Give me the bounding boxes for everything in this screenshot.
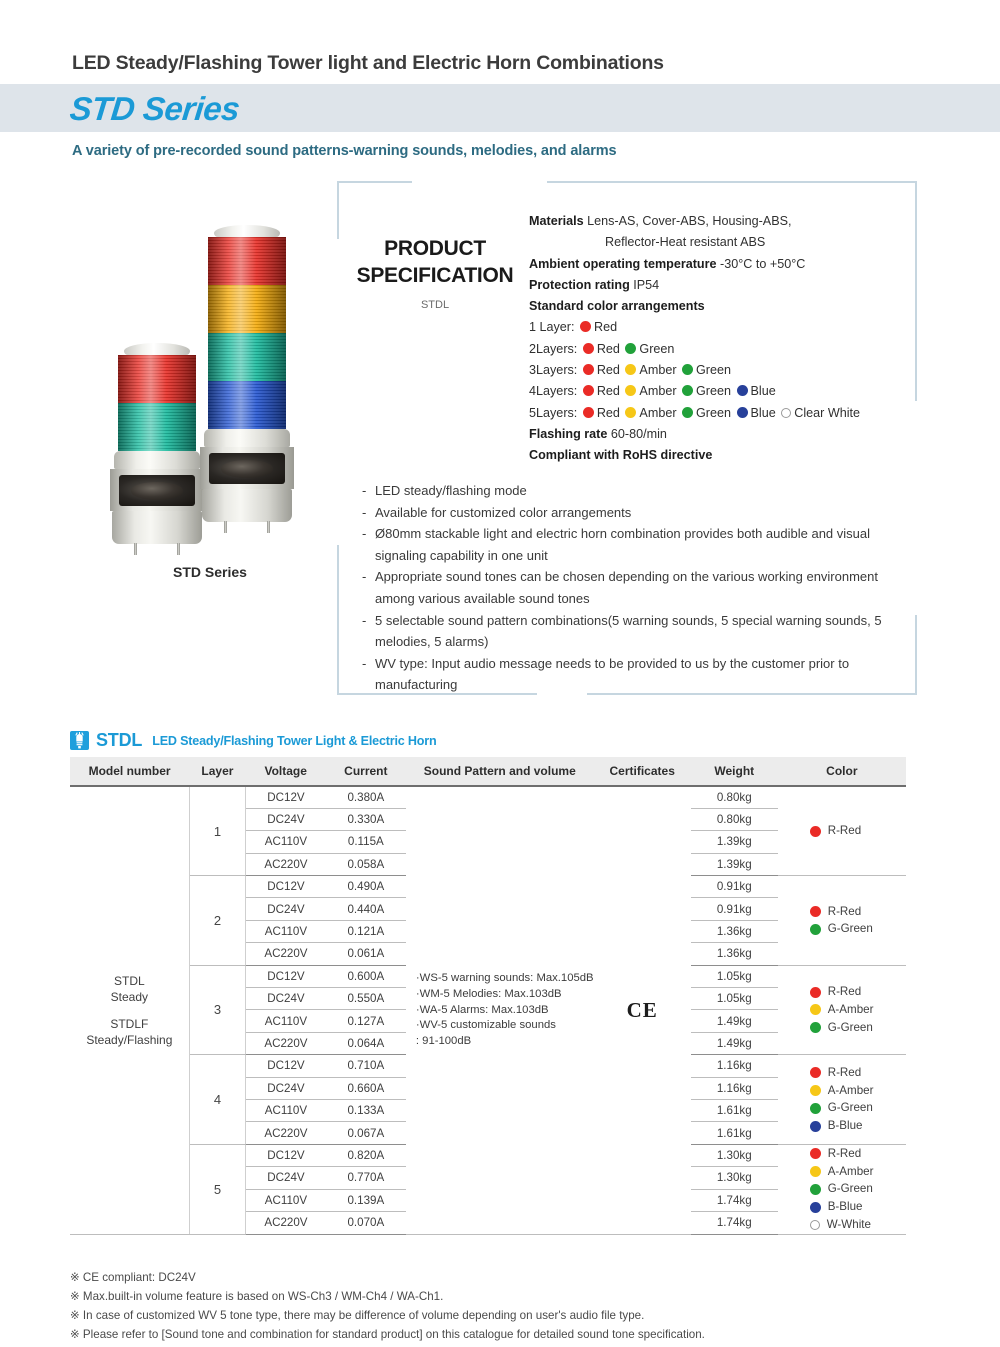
th-color: Color [778, 757, 906, 786]
tower-light-2-layer [118, 343, 196, 544]
arrangement-color-name: Green [696, 384, 735, 399]
color-entry [808, 1099, 906, 1117]
cell-current: 0.380A [326, 786, 406, 808]
feature-item: - 5 selectable sound pattern combinations(5 warning sounds, 5 special warning sounds, 5 melodies, 5 alarms) [362, 610, 907, 653]
color-label: B-Blue [827, 1200, 863, 1214]
red-swatch-icon [583, 385, 594, 396]
cell-weight: 0.80kg [691, 786, 778, 808]
cell-current: 0.710A [326, 1055, 406, 1077]
spec-protection-value: IP54 [633, 277, 660, 292]
horn-top [204, 429, 290, 447]
horn-top [114, 451, 200, 469]
cell-weight: 0.80kg [691, 808, 778, 830]
cell-voltage: AC220V [246, 943, 326, 965]
feature-item: - Available for customized color arrangements [362, 502, 907, 524]
cell-weight: 1.16kg [691, 1077, 778, 1099]
color-label: A-Amber [827, 1083, 874, 1097]
cell-voltage: DC24V [246, 898, 326, 920]
cell-voltage: AC110V [246, 1099, 326, 1121]
cell-current: 0.070A [326, 1212, 406, 1235]
th-voltage: Voltage [246, 757, 326, 786]
cell-weight: 1.36kg [691, 943, 778, 965]
cell-color [778, 786, 906, 876]
red-swatch-icon [810, 1148, 821, 1159]
green-swatch-icon [810, 924, 821, 935]
arrangement-color-name: Blue [750, 405, 780, 420]
amber-swatch-icon [625, 385, 636, 396]
color-arrangement-row [529, 381, 919, 402]
cell-layer: 4 [189, 1055, 245, 1145]
cell-weight: 1.39kg [691, 853, 778, 875]
green-swatch-icon [810, 1022, 821, 1033]
cell-voltage: DC12V [246, 1055, 326, 1077]
red-swatch-icon [580, 321, 591, 332]
arrangement-color-name: Red [596, 363, 624, 378]
th-current: Current [326, 757, 406, 786]
color-entry [808, 1064, 906, 1082]
arrangement-color-name: Blue [750, 384, 776, 399]
cell-current: 0.550A [326, 988, 406, 1010]
cell-layer: 5 [189, 1144, 245, 1234]
footnote-item: ※ Please refer to [Sound tone and combination for standard product] on this catalogue for detailed sound tone specification. [70, 1328, 705, 1341]
ce-mark-icon: CE [594, 786, 691, 1234]
red-swatch-icon [583, 364, 594, 375]
spec-flashing-label: Flashing rate [529, 426, 608, 441]
color-arrangement-list [529, 317, 919, 423]
cell-color [778, 1144, 906, 1234]
th-sound-pattern: Sound Pattern and volume [406, 757, 594, 786]
cell-voltage: AC220V [246, 853, 326, 875]
red-swatch-icon [810, 987, 821, 998]
green-swatch-icon [682, 385, 693, 396]
table-header-row [70, 757, 906, 786]
cell-weight: 0.91kg [691, 876, 778, 898]
spec-model-label: STDL [420, 299, 450, 311]
lens-segment-blue [208, 381, 286, 429]
color-entry [808, 920, 906, 938]
cell-voltage: DC24V [246, 988, 326, 1010]
color-label: G-Green [827, 1020, 873, 1034]
amber-swatch-icon [810, 1004, 821, 1015]
sound-pattern-line: ·WS-5 warning sounds: Max.105dB [415, 972, 594, 985]
cell-current: 0.127A [326, 1010, 406, 1032]
specification-table [70, 757, 906, 1235]
color-entry [808, 822, 906, 840]
color-entry [808, 1163, 906, 1181]
color-label: G-Green [827, 1101, 873, 1115]
cell-layer: 1 [189, 786, 245, 876]
color-label: G-Green [827, 1182, 873, 1196]
th-layer: Layer [189, 757, 245, 786]
color-label: R-Red [827, 824, 862, 838]
arrangement-color-name: Green [696, 405, 735, 420]
model-number-line: STDL [114, 973, 145, 988]
cell-voltage: AC110V [246, 1010, 326, 1032]
spec-flashing-rate [529, 424, 919, 445]
cell-voltage: AC220V [246, 1212, 326, 1235]
product-specification-heading [350, 236, 520, 290]
spec-rohs: Compliant with RoHS directive [529, 448, 713, 463]
cell-current: 0.121A [326, 920, 406, 942]
color-arrangement-row [529, 360, 919, 381]
arrangement-color-name: Green [639, 341, 675, 356]
spec-flashing-value: 60-80/min [610, 426, 667, 441]
th-model-number: Model number [70, 757, 189, 786]
spec-protection [529, 275, 919, 296]
spec-temperature [529, 254, 919, 275]
cell-weight: 1.05kg [691, 965, 778, 987]
horn-driver-icon [119, 475, 194, 506]
cell-current: 0.820A [326, 1144, 406, 1166]
cell-weight: 0.91kg [691, 898, 778, 920]
green-swatch-icon [625, 343, 636, 354]
footnote-item: ※ CE compliant: DC24V [70, 1271, 196, 1284]
color-arrangement-row [529, 403, 919, 424]
model-number-line: Steady [110, 989, 149, 1004]
spec-heading-line1: PRODUCT [384, 237, 486, 260]
cell-weight: 1.30kg [691, 1167, 778, 1189]
sound-pattern-line: ·WV-5 customizable sounds [415, 1019, 556, 1032]
th-weight: Weight [691, 757, 778, 786]
horn-driver-icon [209, 453, 284, 484]
cell-current: 0.139A [326, 1189, 406, 1211]
cell-current: 0.058A [326, 853, 406, 875]
cell-voltage: DC12V [246, 965, 326, 987]
color-entry [808, 1019, 906, 1037]
cell-weight: 1.30kg [691, 1144, 778, 1166]
cell-model-number [70, 786, 189, 1234]
model-number-line: STDLF [110, 1016, 149, 1031]
spec-materials-value2: Reflector-Heat resistant ABS [605, 235, 766, 250]
arrangement-color-name: Red [596, 384, 624, 399]
cell-voltage: DC24V [246, 808, 326, 830]
color-entry [808, 903, 906, 921]
cell-current: 0.770A [326, 1167, 406, 1189]
cell-current: 0.133A [326, 1099, 406, 1121]
color-label: A-Amber [827, 1164, 874, 1178]
cell-color [778, 876, 906, 966]
product-photo [100, 215, 320, 585]
tower-light-4-layer [208, 225, 286, 522]
led-lamp-icon [70, 731, 89, 750]
blue-swatch-icon [737, 385, 748, 396]
feature-item: - LED steady/flashing mode [362, 480, 907, 502]
feature-list [362, 480, 907, 696]
color-entry [808, 1082, 906, 1100]
color-entry [808, 1216, 906, 1234]
cell-voltage: DC24V [246, 1167, 326, 1189]
photo-caption: STD Series [173, 564, 247, 580]
arrangement-color-name: Green [696, 363, 732, 378]
cell-weight: 1.49kg [691, 1032, 778, 1054]
lens-segment-red [208, 237, 286, 285]
footnote-item: ※ Max.built-in volume feature is based on WS-Ch3 / WM-Ch4 / WA-Ch1. [70, 1290, 444, 1303]
section-heading [70, 730, 436, 751]
lens-segment-green [208, 333, 286, 381]
lens-segment-amber [208, 285, 286, 333]
red-swatch-icon [583, 407, 594, 418]
page-title: LED Steady/Flashing Tower light and Electric Horn Combinations [72, 52, 664, 74]
red-swatch-icon [810, 906, 821, 917]
cell-sound-pattern [406, 786, 594, 1234]
arrangement-layer-label: 1 Layer: [529, 320, 579, 335]
cell-weight: 1.74kg [691, 1189, 778, 1211]
cell-color [778, 965, 906, 1055]
color-entry [808, 1145, 906, 1163]
lens-segment-red [118, 355, 196, 403]
cell-weight: 1.61kg [691, 1099, 778, 1121]
table-row [70, 786, 906, 808]
red-swatch-icon [583, 343, 594, 354]
footnote-item: ※ In case of customized WV 5 tone type, there may be difference of volume depending on user's audio file type. [70, 1309, 645, 1322]
spec-temperature-value: -30°C to +50°C [720, 256, 806, 271]
spec-materials [529, 211, 919, 232]
sound-pattern-line: ·WM-5 Melodies: Max.103dB [415, 987, 562, 1000]
cell-voltage: DC12V [246, 1144, 326, 1166]
horn-speaker [110, 469, 204, 511]
cell-weight: 1.05kg [691, 988, 778, 1010]
feature-item: - WV type: Input audio message needs to be provided to us by the customer prior to manufacturing [362, 653, 907, 696]
red-swatch-icon [810, 1067, 821, 1078]
arrangement-layer-label: 2Layers: [529, 341, 581, 356]
arrangement-color-name: Red [594, 320, 618, 335]
horn-base [202, 489, 292, 522]
th-certificates: Certificates [594, 757, 691, 786]
arrangement-color-name: Red [596, 341, 624, 356]
green-swatch-icon [682, 364, 693, 375]
arrangement-layer-label: 5Layers: [529, 405, 581, 420]
specification-list [529, 211, 919, 467]
color-entry [808, 1180, 906, 1198]
color-entry [808, 1001, 906, 1019]
color-entry [808, 1198, 906, 1216]
cell-voltage: AC220V [246, 1032, 326, 1054]
cell-weight: 1.49kg [691, 1010, 778, 1032]
arrangement-color-name: Clear White [794, 405, 861, 420]
cell-weight: 1.74kg [691, 1212, 778, 1235]
horn-speaker [200, 447, 294, 489]
blue-swatch-icon [810, 1202, 821, 1213]
feature-item: - Ø80mm stackable light and electric horn combination provides both audible and visual signaling capability in one unit [362, 523, 907, 566]
tower-cap-icon [214, 225, 280, 237]
color-label: R-Red [827, 1065, 862, 1079]
cell-voltage: AC110V [246, 831, 326, 853]
amber-swatch-icon [625, 407, 636, 418]
cell-current: 0.440A [326, 898, 406, 920]
arrangement-color-name: Red [596, 405, 624, 420]
section-code: STDL [96, 730, 143, 750]
red-swatch-icon [810, 826, 821, 837]
tower-cap-icon [124, 343, 190, 355]
color-arrangement-row [529, 339, 919, 360]
color-label: W-White [826, 1217, 871, 1231]
spec-heading-line2: SPECIFICATION [356, 263, 514, 287]
cell-current: 0.330A [326, 808, 406, 830]
color-entry [808, 983, 906, 1001]
sound-pattern-line: ·WA-5 Alarms: Max.103dB [415, 1003, 549, 1016]
series-title: STD Series [68, 90, 242, 127]
color-label: B-Blue [827, 1119, 863, 1133]
cell-layer: 3 [189, 965, 245, 1055]
cell-voltage: AC110V [246, 920, 326, 942]
cell-weight: 1.36kg [691, 920, 778, 942]
cell-voltage: DC12V [246, 786, 326, 808]
blue-swatch-icon [737, 407, 748, 418]
spec-materials-value: Lens-AS, Cover-ABS, Housing-ABS, [587, 214, 792, 228]
color-entry [808, 1117, 906, 1135]
cell-current: 0.115A [326, 831, 406, 853]
spec-temperature-label: Ambient operating temperature [529, 256, 717, 271]
cell-current: 0.660A [326, 1077, 406, 1099]
white-swatch-icon [781, 408, 791, 418]
spec-protection-label: Protection rating [529, 277, 630, 292]
sound-pattern-line: : 91-100dB [415, 1034, 472, 1047]
color-label: G-Green [827, 922, 873, 936]
amber-swatch-icon [810, 1166, 821, 1177]
model-number-line: Steady/Flashing [86, 1032, 173, 1047]
cell-voltage: AC220V [246, 1122, 326, 1144]
lens-segment-green [118, 403, 196, 451]
color-label: R-Red [827, 904, 862, 918]
footnotes [70, 1268, 705, 1344]
white-swatch-icon [810, 1220, 820, 1230]
arrangement-color-name: Amber [639, 384, 681, 399]
cell-weight: 1.16kg [691, 1055, 778, 1077]
feature-item: - Appropriate sound tones can be chosen depending on the various working environment among various available sound tones [362, 566, 907, 609]
color-label: A-Amber [827, 1003, 874, 1016]
cell-current: 0.064A [326, 1032, 406, 1054]
color-label: R-Red [827, 985, 862, 999]
blue-swatch-icon [810, 1121, 821, 1132]
amber-swatch-icon [810, 1085, 821, 1096]
cell-layer: 2 [189, 876, 245, 966]
arrangement-color-name: Amber [639, 405, 681, 420]
cell-weight: 1.61kg [691, 1122, 778, 1144]
cell-color [778, 1055, 906, 1145]
green-swatch-icon [810, 1103, 821, 1114]
cell-current: 0.490A [326, 876, 406, 898]
cell-voltage: DC24V [246, 1077, 326, 1099]
page-subtitle: A variety of pre-recorded sound patterns-warning sounds, melodies, and alarms [72, 143, 617, 159]
horn-base [112, 511, 202, 544]
arrangement-layer-label: 3Layers: [529, 363, 581, 378]
spec-materials-label: Materials [529, 214, 584, 228]
arrangement-layer-label: 4Layers: [529, 384, 581, 399]
spec-color-arrangements-label: Standard color arrangements [529, 299, 705, 314]
cell-voltage: AC110V [246, 1189, 326, 1211]
cell-current: 0.600A [326, 965, 406, 987]
amber-swatch-icon [625, 364, 636, 375]
cell-weight: 1.39kg [691, 831, 778, 853]
green-swatch-icon [810, 1184, 821, 1195]
section-description: LED Steady/Flashing Tower Light & Electric Horn [152, 733, 437, 748]
cell-current: 0.061A [326, 943, 406, 965]
cell-voltage: DC12V [246, 876, 326, 898]
green-swatch-icon [682, 407, 693, 418]
arrangement-color-name: Amber [639, 363, 681, 378]
color-label: R-Red [827, 1146, 862, 1160]
cell-current: 0.067A [326, 1122, 406, 1144]
color-arrangement-row [529, 317, 919, 338]
